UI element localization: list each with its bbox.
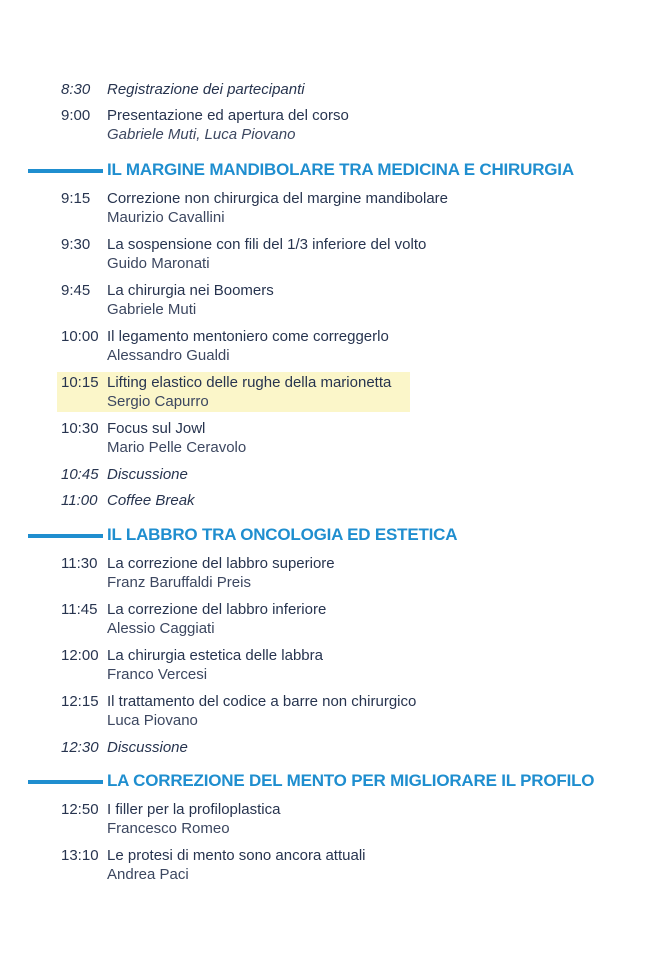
item-title: Coffee Break <box>107 492 195 509</box>
section-header <box>0 770 660 792</box>
item-speaker: Francesco Romeo <box>107 820 230 837</box>
item-time: 10:00 <box>61 328 99 345</box>
item-time: 10:45 <box>61 466 99 483</box>
item-speaker: Sergio Capurro <box>107 393 209 410</box>
item-title: La sospensione con fili del 1/3 inferiore del volto <box>107 236 427 253</box>
item-title: Correzione non chirurgica del margine mandibolare <box>107 190 449 207</box>
item-time: 12:00 <box>61 647 99 664</box>
item-time: 9:00 <box>61 107 91 124</box>
item-speaker: Guido Maronati <box>107 255 210 272</box>
item-time: 8:30 <box>61 81 91 98</box>
item-time: 9:30 <box>61 236 91 253</box>
item-speaker: Alessandro Gualdi <box>107 347 230 364</box>
item-title: I filler per la profiloplastica <box>107 801 281 818</box>
item-speaker: Franz Baruffaldi Preis <box>107 574 251 591</box>
item-title: La chirurgia estetica delle labbra <box>107 647 323 664</box>
item-time: 10:15 <box>61 374 99 391</box>
section-header <box>0 159 660 181</box>
item-time: 11:00 <box>61 492 98 509</box>
item-time: 13:10 <box>61 847 99 864</box>
section-heading: LA CORREZIONE DEL MENTO PER MIGLIORARE IL PROFILO <box>107 771 595 790</box>
section-bar <box>28 169 103 173</box>
section-heading: IL LABBRO TRA ONCOLOGIA ED ESTETICA <box>107 525 458 544</box>
item-title: Le protesi di mento sono ancora attuali <box>107 847 366 864</box>
section-header <box>0 524 660 546</box>
item-speaker: Alessio Caggiati <box>107 620 215 637</box>
item-title: La chirurgia nei Boomers <box>107 282 274 299</box>
item-speaker: Andrea Paci <box>107 866 189 883</box>
item-time: 12:50 <box>61 801 99 818</box>
item-time: 11:30 <box>61 555 98 572</box>
item-title: La correzione del labbro superiore <box>107 555 335 572</box>
item-speaker: Luca Piovano <box>107 712 198 729</box>
section-bar <box>28 534 103 538</box>
item-title: Il legamento mentoniero come correggerlo <box>107 328 389 345</box>
item-title: La correzione del labbro inferiore <box>107 601 327 618</box>
item-title: Il trattamento del codice a barre non chirurgico <box>107 693 417 710</box>
item-time: 9:15 <box>61 190 91 207</box>
item-title: Focus sul Jowl <box>107 420 206 437</box>
item-title: Discussione <box>107 739 188 756</box>
item-speaker: Mario Pelle Ceravolo <box>107 439 247 456</box>
section-bar <box>28 780 103 784</box>
section-heading: IL MARGINE MANDIBOLARE TRA MEDICINA E CHIRURGIA <box>107 160 574 179</box>
item-time: 12:30 <box>61 739 99 756</box>
item-title: Registrazione dei partecipanti <box>107 81 305 98</box>
item-time: 9:45 <box>61 282 91 299</box>
item-time: 12:15 <box>61 693 99 710</box>
item-speaker: Gabriele Muti, Luca Piovano <box>107 126 296 143</box>
item-speaker: Franco Vercesi <box>107 666 208 683</box>
item-speaker: Maurizio Cavallini <box>107 209 225 226</box>
item-title: Presentazione ed apertura del corso <box>107 107 349 124</box>
item-title: Lifting elastico delle rughe della marionetta <box>107 374 392 391</box>
item-time: 10:30 <box>61 420 99 437</box>
item-time: 11:45 <box>61 601 98 618</box>
item-title: Discussione <box>107 466 188 483</box>
item-speaker: Gabriele Muti <box>107 301 197 318</box>
